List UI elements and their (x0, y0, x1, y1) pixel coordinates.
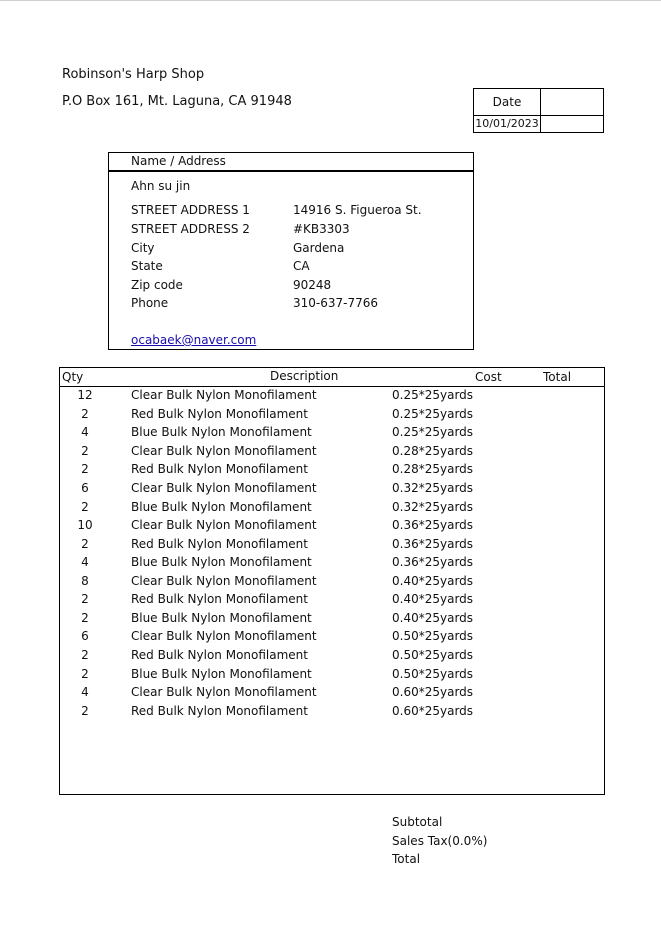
city-label: City (131, 241, 155, 255)
row-size: 0.40*25yards (392, 611, 474, 625)
row-description: Red Bulk Nylon Monofilament (131, 462, 308, 476)
table-row (60, 685, 604, 703)
date-value: 10/01/2023 (474, 116, 541, 132)
row-description: Blue Bulk Nylon Monofilament (131, 500, 312, 514)
row-description: Blue Bulk Nylon Monofilament (131, 425, 312, 439)
row-description: Red Bulk Nylon Monofilament (131, 407, 308, 421)
row-size: 0.60*25yards (392, 685, 474, 699)
date-box (473, 88, 604, 133)
table-row (60, 592, 604, 610)
row-size: 0.50*25yards (392, 648, 474, 662)
row-qty: 6 (81, 629, 89, 643)
bill-to-header-rule (109, 170, 473, 172)
state-label: State (131, 259, 163, 273)
table-row (60, 648, 604, 666)
row-size: 0.60*25yards (392, 704, 474, 718)
zip-code-value: 90248 (293, 278, 332, 292)
bill-to-box (108, 152, 474, 350)
row-size: 0.50*25yards (392, 667, 474, 681)
line-items-table (59, 367, 605, 795)
row-qty: 2 (81, 444, 89, 458)
table-row (60, 555, 604, 573)
row-size: 0.28*25yards (392, 462, 474, 476)
row-qty: 10 (77, 518, 93, 532)
table-row (60, 537, 604, 555)
row-qty: 8 (81, 574, 89, 588)
row-qty: 6 (81, 481, 89, 495)
row-description: Clear Bulk Nylon Monofilament (131, 481, 317, 495)
table-row (60, 704, 604, 722)
row-qty: 2 (81, 704, 89, 718)
table-row (60, 425, 604, 443)
row-qty: 4 (81, 425, 89, 439)
row-description: Blue Bulk Nylon Monofilament (131, 667, 312, 681)
row-size: 0.40*25yards (392, 574, 474, 588)
total-header: Total (543, 370, 572, 384)
row-description: Clear Bulk Nylon Monofilament (131, 574, 317, 588)
row-size: 0.36*25yards (392, 555, 474, 569)
qty-header: Qty (62, 370, 84, 384)
shop-address: P.O Box 161, Mt. Laguna, CA 91948 (62, 94, 292, 109)
row-qty: 2 (81, 648, 89, 662)
email-link[interactable]: ocabaek@naver.com (131, 333, 257, 347)
row-description: Clear Bulk Nylon Monofilament (131, 444, 317, 458)
row-size: 0.40*25yards (392, 592, 474, 606)
row-qty: 2 (81, 592, 89, 606)
table-row (60, 462, 604, 480)
row-description: Blue Bulk Nylon Monofilament (131, 611, 312, 625)
shop-name: Robinson's Harp Shop (62, 67, 205, 82)
table-row (60, 611, 604, 629)
subtotal-label: Subtotal (392, 815, 443, 829)
row-qty: 12 (77, 388, 93, 402)
table-row (60, 444, 604, 462)
row-qty: 4 (81, 685, 89, 699)
row-qty: 2 (81, 611, 89, 625)
row-description: Clear Bulk Nylon Monofilament (131, 685, 317, 699)
street-address-2-value: #KB3303 (293, 222, 350, 236)
street-address-1-label: STREET ADDRESS 1 (131, 203, 250, 217)
phone-value: 310-637-7766 (293, 296, 379, 310)
state-value: CA (293, 259, 310, 273)
city-value: Gardena (293, 241, 345, 255)
row-description: Clear Bulk Nylon Monofilament (131, 518, 317, 532)
row-description: Red Bulk Nylon Monofilament (131, 704, 308, 718)
row-description: Clear Bulk Nylon Monofilament (131, 388, 317, 402)
row-size: 0.36*25yards (392, 518, 474, 532)
table-row (60, 481, 604, 499)
row-qty: 2 (81, 407, 89, 421)
cost-header: Cost (475, 370, 502, 384)
customer-name: Ahn su jin (131, 179, 191, 193)
street-address-2-label: STREET ADDRESS 2 (131, 222, 250, 236)
row-qty: 2 (81, 667, 89, 681)
row-size: 0.32*25yards (392, 481, 474, 495)
sales-tax-label: Sales Tax(0.0%) (392, 834, 488, 848)
zip-code-label: Zip code (131, 278, 183, 292)
row-description: Clear Bulk Nylon Monofilament (131, 629, 317, 643)
page-top-rule (0, 0, 661, 1)
date-label: Date (474, 89, 541, 116)
row-size: 0.28*25yards (392, 444, 474, 458)
table-row (60, 574, 604, 592)
table-row (60, 407, 604, 425)
description-header: Description (270, 369, 339, 383)
table-row (60, 518, 604, 536)
row-qty: 4 (81, 555, 89, 569)
row-size: 0.25*25yards (392, 425, 474, 439)
table-row (60, 500, 604, 518)
street-address-1-value: 14916 S. Figueroa St. (293, 203, 422, 217)
row-description: Red Bulk Nylon Monofilament (131, 592, 308, 606)
row-qty: 2 (81, 500, 89, 514)
total-label: Total (392, 852, 421, 866)
phone-label: Phone (131, 296, 169, 310)
row-size: 0.50*25yards (392, 629, 474, 643)
bill-to-title: Name / Address (131, 154, 226, 168)
row-description: Red Bulk Nylon Monofilament (131, 648, 308, 662)
row-description: Red Bulk Nylon Monofilament (131, 537, 308, 551)
table-header-rule (60, 386, 604, 387)
row-size: 0.32*25yards (392, 500, 474, 514)
table-row (60, 667, 604, 685)
date-blank-cell (541, 89, 603, 116)
row-description: Blue Bulk Nylon Monofilament (131, 555, 312, 569)
row-size: 0.25*25yards (392, 388, 474, 402)
row-qty: 2 (81, 462, 89, 476)
row-size: 0.25*25yards (392, 407, 474, 421)
table-row (60, 629, 604, 647)
row-size: 0.36*25yards (392, 537, 474, 551)
row-qty: 2 (81, 537, 89, 551)
table-row (60, 388, 604, 406)
